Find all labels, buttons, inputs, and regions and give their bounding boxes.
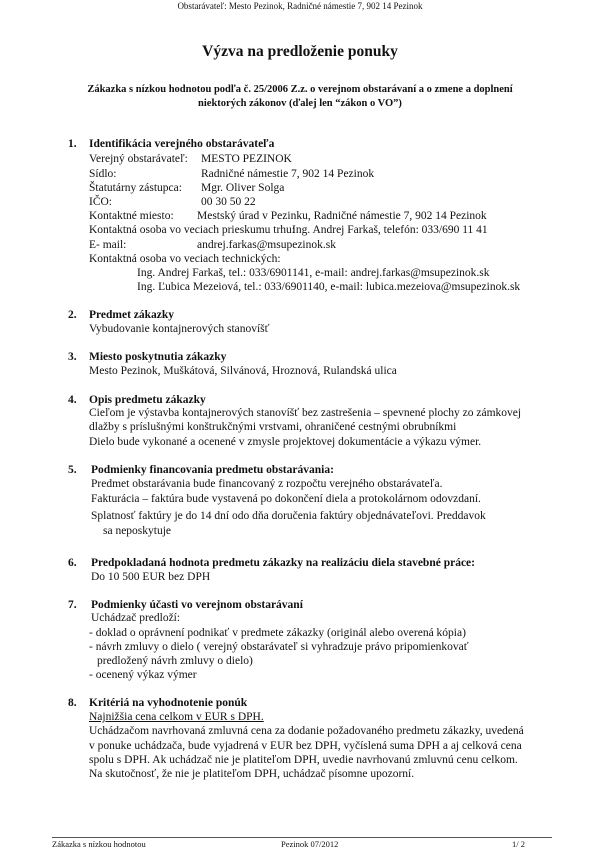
technical-contact-2: Ing. Ľubica Mezeiová, tel.: 033/6901140, e-mail: lubica.mezeiova@msupezinok.sk: [137, 281, 521, 293]
subtitle-line-2: niektorých zákonov (ďalej len “zákon o VO”): [198, 98, 402, 109]
section-8-line-5: Na skutočnosť, že nie je platiteľom DPH, uchádzač písomne upozorní.: [89, 768, 415, 780]
section-8-line-3: v ponuke uchádzača, bude vyjadrená v EUR bez DPH, vyčíslená suma DPH a aj celková cena: [89, 740, 522, 752]
section-8-heading: Kritériá na vyhodnotenie ponúk: [89, 697, 248, 709]
kontaktne-miesto-value: Mestský úrad v Pezinku, Radničné námestie 7, 902 14 Pezinok: [197, 210, 487, 222]
section-7-line-3: - návrh zmluvy o dielo ( verejný obstarávateľ si vyhradzuje právo pripomienkovať: [89, 641, 469, 653]
section-4-number: 4.: [68, 394, 77, 406]
subtitle-line-1: Zákazka s nízkou hodnotou podľa č. 25/2006 Z.z. o verejnom obstarávaní a o zmene a doplnení: [87, 84, 513, 95]
email-value: andrej.farkas@msupezinok.sk: [197, 239, 336, 251]
zastupca-label: Štatutárny zástupca:: [89, 182, 182, 194]
section-2-number: 2.: [68, 309, 77, 321]
section-8-line-4: spolu s DPH. Ak uchádzač nie je platiteľom DPH, uvedie navrhovanú zmluvnú cenu celkom.: [89, 754, 518, 766]
section-8-number: 8.: [68, 697, 77, 709]
technical-contact-1: Ing. Andrej Farkaš, tel.: 033/6901141, e-mail: andrej.farkas@msupezinok.sk: [137, 267, 490, 279]
section-5-number: 5.: [68, 464, 77, 476]
ico-label: IČO:: [89, 196, 112, 208]
ico-value: 00 30 50 22: [201, 196, 256, 208]
section-5-line-4: sa neposkytuje: [103, 525, 172, 537]
section-7-line-5: - ocenený výkaz výmer: [89, 669, 197, 681]
technical-contact-label: Kontaktná osoba vo veciach technických:: [89, 253, 281, 265]
email-label: E- mail:: [89, 239, 127, 251]
kontaktna-osoba-value: Ing. Andrej Farkaš, telefón: 033/690 11 41: [292, 224, 488, 236]
section-3-number: 3.: [68, 351, 77, 363]
sidlo-label: Sídlo:: [89, 168, 117, 180]
section-7-line-1: Uchádzač predloží:: [91, 612, 181, 624]
obstaravatel-value: MESTO PEZINOK: [201, 153, 292, 165]
section-4-heading: Opis predmetu zákazky: [89, 394, 206, 406]
document-title: Výzva na predloženie ponuky: [202, 43, 398, 60]
section-3-heading: Miesto poskytnutia zákazky: [89, 351, 227, 363]
section-5-line-3: Splatnosť faktúry je do 14 dní odo dňa doručenia faktúry objednávateľovi. Preddavok: [91, 510, 486, 522]
footer-page-number: 1/ 2: [512, 839, 525, 849]
footer-center: Pezinok 07/2012: [281, 839, 339, 849]
sidlo-value: Radničné námestie 7, 902 14 Pezinok: [201, 168, 375, 180]
section-1-heading: Identifikácia verejného obstarávateľa: [89, 138, 275, 150]
section-7-line-4: predložený návrh zmluvy o dielo): [97, 655, 253, 667]
footer-divider: [52, 837, 552, 838]
obstaravatel-label: Verejný obstarávateľ:: [89, 153, 188, 165]
page-header: Obstarávateľ: Mesto Pezinok, Radničné námestie 7, 902 14 Pezinok: [177, 1, 423, 11]
section-2-heading: Predmet zákazky: [89, 309, 175, 321]
section-4-line-2: dlažby s príslušnými konštrukčnými vrstvami, ohraničené cestnými obrubníkmi: [89, 421, 457, 433]
section-5-line-2: Fakturácia – faktúra bude vystavená po dokončení diela a protokolárnom odovzdaní.: [91, 493, 481, 505]
section-7-number: 7.: [68, 599, 77, 611]
section-1-number: 1.: [68, 138, 77, 150]
section-7-heading: Podmienky účasti vo verejnom obstarávaní: [91, 599, 303, 611]
kontaktna-osoba-label: Kontaktná osoba vo veciach prieskumu trhu:: [89, 224, 295, 236]
zastupca-value: Mgr. Oliver Solga: [201, 182, 285, 194]
section-8-line-2: Uchádzačom navrhovaná zmluvná cena za dodanie požadovaného predmetu zákazky, uvedená: [89, 725, 524, 737]
footer-left: Zákazka s nízkou hodnotou: [52, 839, 146, 849]
section-7-line-2: - doklad o oprávnení podnikať v predmete zákazky (originál alebo overená kópia): [89, 627, 466, 639]
section-6-text: Do 10 500 EUR bez DPH: [91, 571, 211, 583]
section-4-line-3: Dielo bude vykonané a ocenené v zmysle projektovej dokumentácie a výkazu výmer.: [89, 436, 482, 448]
section-5-line-1: Predmet obstarávania bude financovaný z rozpočtu verejného obstarávateľa.: [91, 478, 443, 490]
section-8-criterion: Najnižšia cena celkom v EUR s DPH.: [89, 711, 264, 723]
section-4-line-1: Cieľom je výstavba kontajnerových stanovíšť bez zastrešenia – spevnené plochy zo zámkovej: [89, 407, 522, 419]
section-6-heading: Predpokladaná hodnota predmetu zákazky na realizáciu diela stavebné práce:: [91, 557, 475, 569]
section-3-text: Mesto Pezinok, Muškátová, Silvánová, Hroznová, Rulandská ulica: [89, 365, 397, 377]
kontaktne-miesto-label: Kontaktné miesto:: [89, 210, 174, 222]
section-2-text: Vybudovanie kontajnerových stanovíšť: [89, 323, 270, 335]
section-6-number: 6.: [68, 557, 77, 569]
section-5-heading: Podmienky financovania predmetu obstarávania:: [91, 464, 334, 476]
